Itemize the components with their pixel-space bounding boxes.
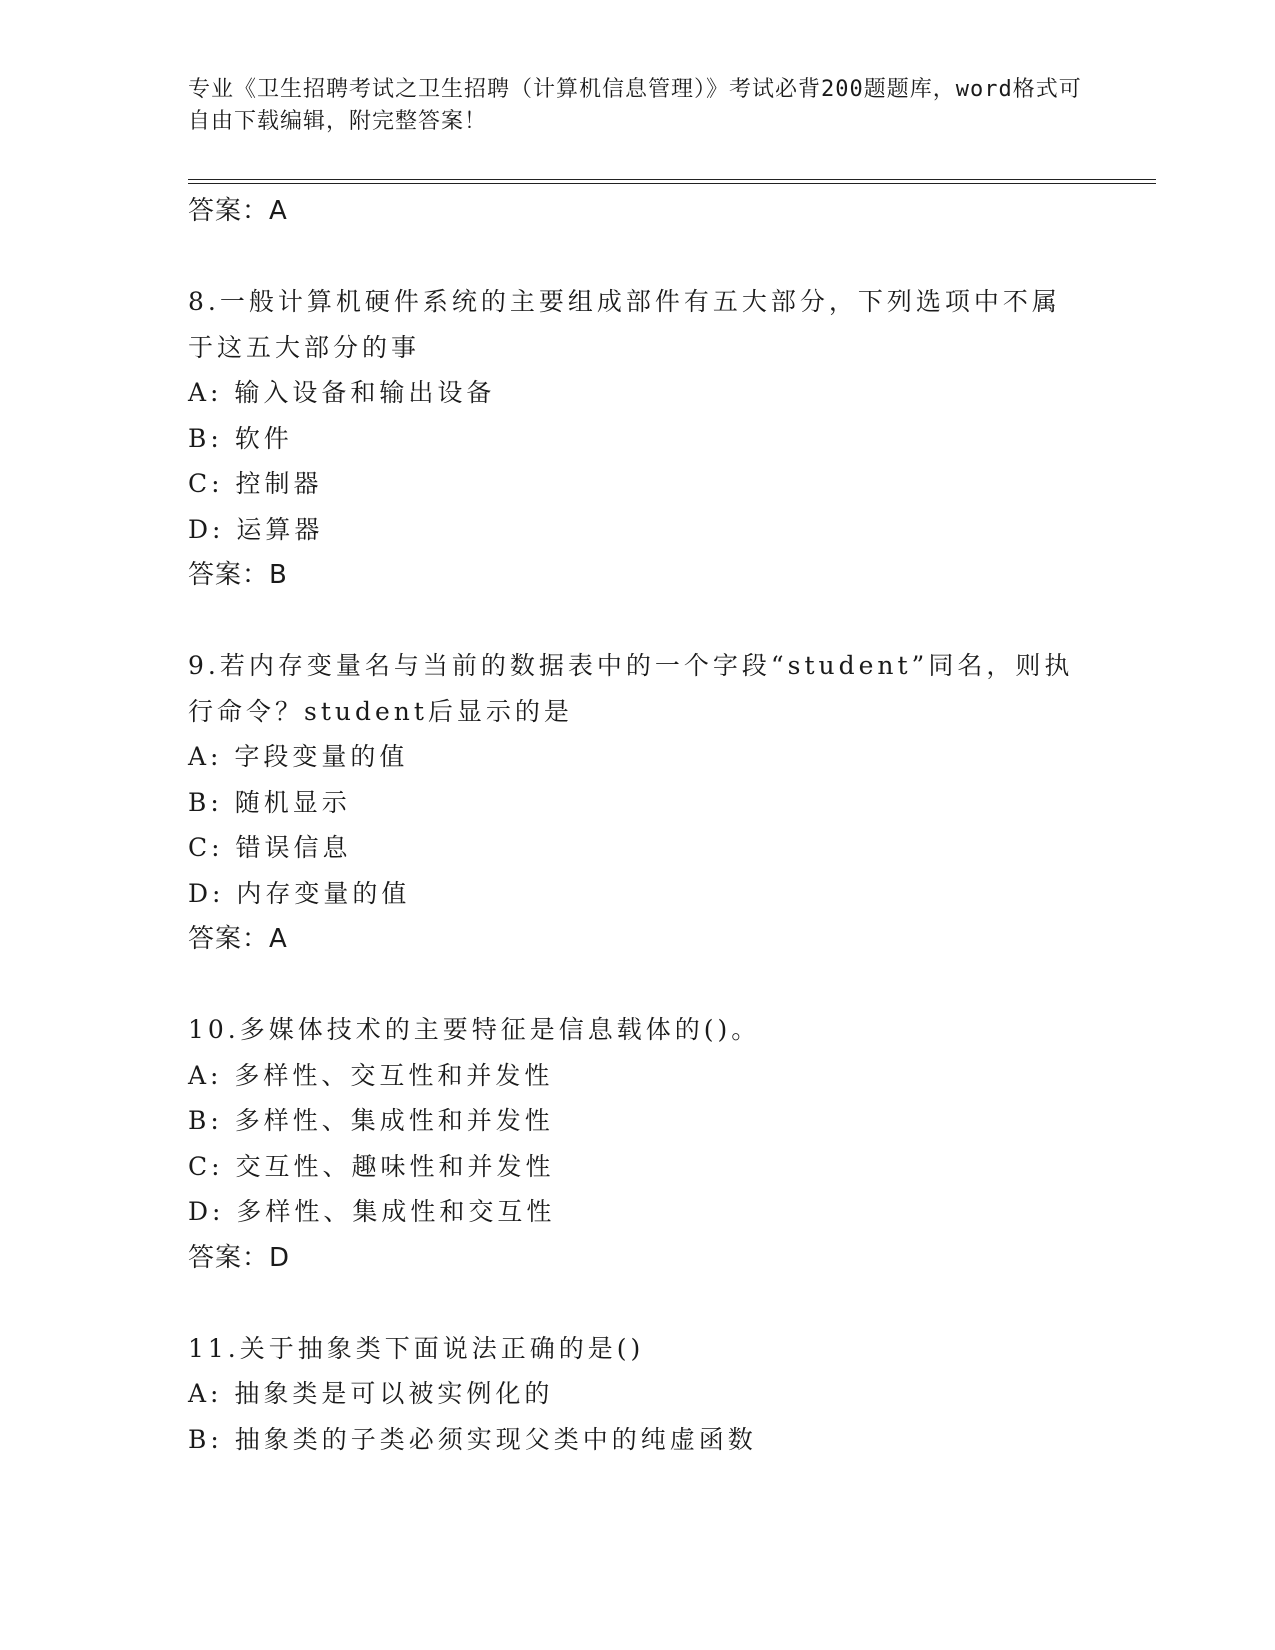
question-item [188,1326,1088,1463]
option-d: D: 运算器 [188,514,324,544]
spacer [188,962,1088,1007]
spacer [188,598,1088,643]
option-b: B: 随机显示 [188,787,351,817]
answer-line: 答案：A [188,924,288,954]
option-c: C: 交互性、趣味性和并发性 [188,1151,555,1181]
question-item [188,279,1088,598]
question-text: 10.多媒体技术的主要特征是信息载体的()。 [188,1015,761,1044]
question-text: 11.关于抽象类下面说法正确的是() [188,1333,645,1363]
option-c: C: 控制器 [188,469,323,498]
question-text: 8.一般计算机硬件系统的主要组成部件有五大部分，下列选项中不属于这五大部分的事 [188,287,1061,362]
answer-line: 答案：A [188,196,288,226]
spacer [188,234,1088,279]
option-d: D: 内存变量的值 [188,878,411,908]
option-a: A: 抽象类是可以被实例化的 [188,1379,554,1408]
option-b: B: 多样性、集成性和并发性 [188,1106,554,1135]
option-c: C: 错误信息 [188,833,352,862]
header-divider-top [188,179,1156,180]
option-a: A: 字段变量的值 [188,742,409,771]
option-b: B: 抽象类的子类必须实现父类中的纯虚函数 [188,1424,757,1454]
option-b: B: 软件 [188,423,293,453]
document-header: 专业《卫生招聘考试之卫生招聘（计算机信息管理）》考试必背200题题库，word格式可自由下载编辑，附完整答案！ [188,77,1082,134]
spacer [188,1281,1088,1326]
answer-line: 答案：D [188,1242,291,1273]
question-item [188,1007,1088,1281]
option-a: A: 输入设备和输出设备 [188,378,496,407]
option-a: A: 多样性、交互性和并发性 [188,1060,554,1090]
header-divider-bottom [188,183,1156,184]
question-item [188,643,1088,962]
question-text: 9.若内存变量名与当前的数据表中的一个字段“student”同名，则执行命令？student后显示的是 [188,651,1074,726]
option-d: D: 多样性、集成性和交互性 [188,1197,556,1226]
question-list [188,188,1088,1462]
answer-line: 答案：B [188,560,288,590]
